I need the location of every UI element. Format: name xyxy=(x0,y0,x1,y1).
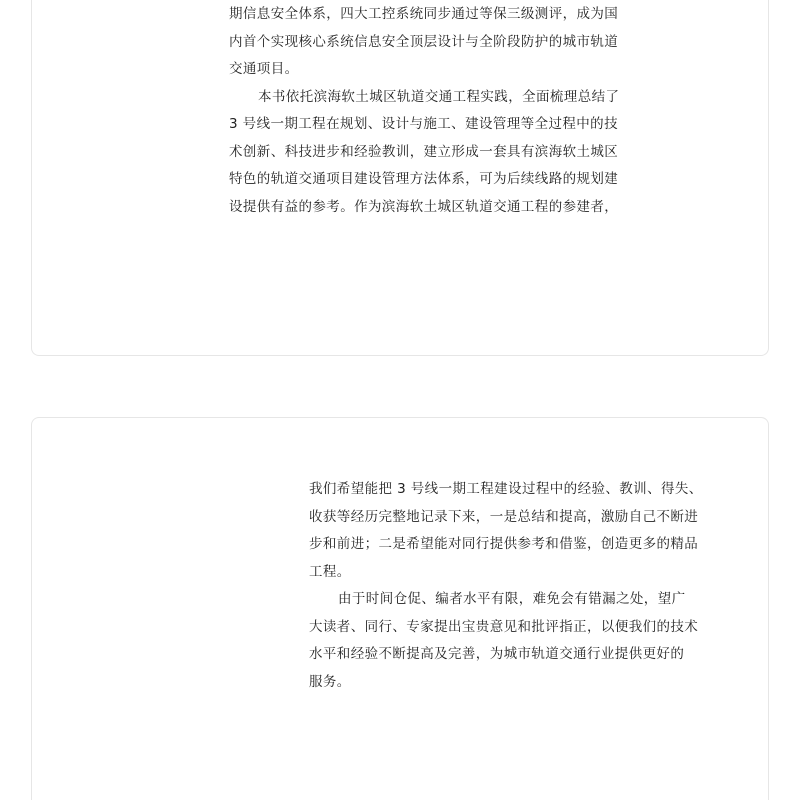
text-line: 由于时间仓促、编者水平有限，难免会有错漏之处，望广 xyxy=(338,591,686,607)
text-line: 设提供有益的参考。作为滨海软土城区轨道交通工程的参建者， xyxy=(229,198,619,215)
text-line: 特色的轨道交通项目建设管理方法体系，可为后续线路的规划建 xyxy=(229,171,619,187)
text-line: 服务。 xyxy=(309,673,351,690)
page-2 xyxy=(31,417,769,800)
text-line: 大读者、同行、专家提出宝贵意见和批评指正，以便我们的技术 xyxy=(309,618,699,635)
text-line: 步和前进；二是希望能对同行提供参考和借鉴，创造更多的精品 xyxy=(309,536,699,552)
text-line: 本书依托滨海软土城区轨道交通工程实践，全面梳理总结了 xyxy=(258,88,620,105)
page-1 xyxy=(31,0,769,356)
text-line: 术创新、科技进步和经验教训，建立形成一套具有滨海软土城区 xyxy=(229,143,619,160)
text-line: 工程。 xyxy=(309,563,351,580)
text-line: 交通项目。 xyxy=(229,61,299,77)
text-line: 我们希望能把 3 号线一期工程建设过程中的经验、教训、得失、 xyxy=(309,481,703,497)
text-line: 收获等经历完整地记录下来，一是总结和提高，激励自己不断进 xyxy=(309,508,699,525)
text-line: 期信息安全体系，四大工控系统同步通过等保三级测评，成为国 xyxy=(229,6,619,22)
page-1-body-text xyxy=(229,1,633,221)
text-line: 3 号线一期工程在规划、设计与施工、建设管理等全过程中的技 xyxy=(229,116,618,132)
text-line: 水平和经验不断提高及完善，为城市轨道交通行业提供更好的 xyxy=(309,646,685,662)
page-2-body-text xyxy=(309,476,713,696)
text-line: 内首个实现核心系统信息安全顶层设计与全阶段防护的城市轨道 xyxy=(229,33,619,50)
